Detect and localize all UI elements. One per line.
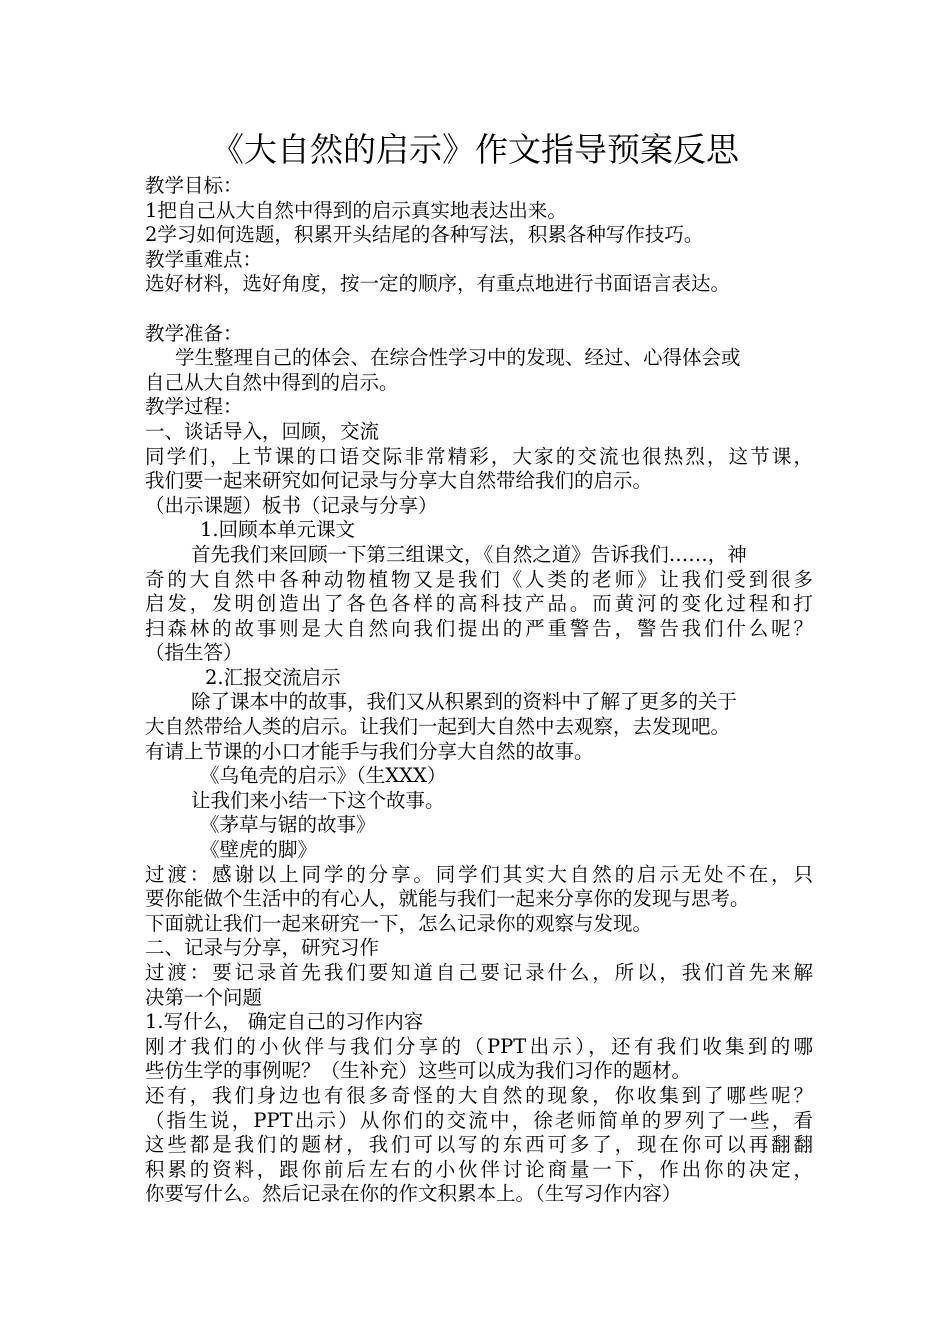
- text-line: 让我们来小结一下这个故事。: [191, 788, 445, 812]
- text-line: 教学过程：: [145, 395, 243, 419]
- text-line: 扫森林的故事则是大自然向我们提出的严重警告，警告我们什么呢？: [145, 616, 813, 640]
- text-line: 教学目标：: [145, 174, 243, 197]
- text-line: 《壁虎的脚》: [200, 838, 318, 862]
- text-line: 首先我们来回顾一下第三组课文，《自然之道》告诉我们……，神: [191, 542, 747, 566]
- document-title: 《大自然的启示》作文指导预案反思: [211, 130, 739, 169]
- text-line: 你要写什么。然后记录在你的作文积累本上。（生写习作内容）: [145, 1182, 682, 1206]
- text-line: （指生答）: [145, 641, 243, 665]
- text-line: 些仿生学的事例呢？（生补充）这些可以成为我们习作的题材。: [145, 1059, 692, 1083]
- text-line: 1把自己从大自然中得到的启示真实地表达出来。: [145, 198, 567, 222]
- text-line: 大自然带给人类的启示。让我们一起到大自然中去观察，去发现吧。: [145, 715, 731, 739]
- document-body: [145, 174, 825, 1207]
- blank-line: [145, 297, 825, 322]
- text-line: 《乌龟壳的启示》（生XXX）: [200, 764, 447, 788]
- text-line: 有请上节课的小口才能手与我们分享大自然的故事。: [145, 739, 594, 763]
- text-line: （出示课题）板书（记录与分享）: [145, 493, 438, 517]
- text-line: 教学准备：: [145, 321, 243, 345]
- text-line: 我们要一起来研究如何记录与分享大自然带给我们的启示。: [145, 469, 653, 493]
- section-heading: 二、记录与分享，研究习作: [145, 936, 380, 960]
- text-line: 积累的资料，跟你前后左右的小伙伴讨论商量一下，作出你的决定，: [145, 1157, 813, 1181]
- text-line: 刚才我们的小伙伴与我们分享的（PPT出示），还有我们收集到的哪: [145, 1034, 813, 1058]
- text-line: 同学们，上节课的口语交际非常精彩，大家的交流也很热烈，这节课，: [145, 444, 813, 468]
- text-line: 《茅草与锯的故事》: [200, 813, 376, 837]
- section-heading: 一、谈话导入，回顾，交流: [145, 419, 380, 443]
- text-line: 自己从大自然中得到的启示。: [145, 370, 399, 394]
- text-line: （指生说，PPT出示）从你们的交流中，徐老师简单的罗列了一些，看: [145, 1108, 813, 1132]
- text-line: 决第一个问题: [145, 985, 263, 1009]
- text-line: 过渡：要记录首先我们要知道自己要记录什么，所以，我们首先来解: [145, 961, 813, 984]
- text-line: 除了课本中的故事，我们又从积累到的资料中了解了更多的关于: [191, 690, 738, 714]
- text-line: 启发，发明创造出了各色各样的高科技产品。而黄河的变化过程和打: [145, 592, 813, 616]
- text-line: 还有，我们身边也有很多奇怪的大自然的现象，你收集到了哪些呢？: [145, 1083, 813, 1107]
- text-line: 学生整理自己的体会、在综合性学习中的发现、经过、心得体会或: [175, 346, 741, 370]
- text-line: 这些都是我们的题材，我们可以写的东西可多了，现在你可以再翻翻: [145, 1133, 813, 1157]
- text-line: 奇的大自然中各种动物植物又是我们《人类的老师》让我们受到很多: [145, 567, 813, 591]
- text-line: 要你能做个生活中的有心人，就能与我们一起来分享你的发现与思考。: [145, 887, 750, 911]
- subheading: 1.回顾本单元课文: [200, 518, 356, 542]
- text-line: 教学重难点：: [145, 247, 263, 271]
- subheading: 2.汇报交流启示: [205, 665, 341, 689]
- text-line: 2学习如何选题，积累开头结尾的各种写法，积累各种写作技巧。: [145, 223, 704, 247]
- text-line: 下面就让我们一起来研究一下，怎么记录你的观察与发现。: [145, 911, 653, 935]
- subheading: 1.写什么， 确定自己的习作内容: [145, 1010, 424, 1034]
- text-line: 选好材料，选好角度，按一定的顺序，有重点地进行书面语言表达。: [145, 272, 731, 296]
- text-line: 过渡：感谢以上同学的分享。同学们其实大自然的启示无处不在，只: [145, 862, 813, 886]
